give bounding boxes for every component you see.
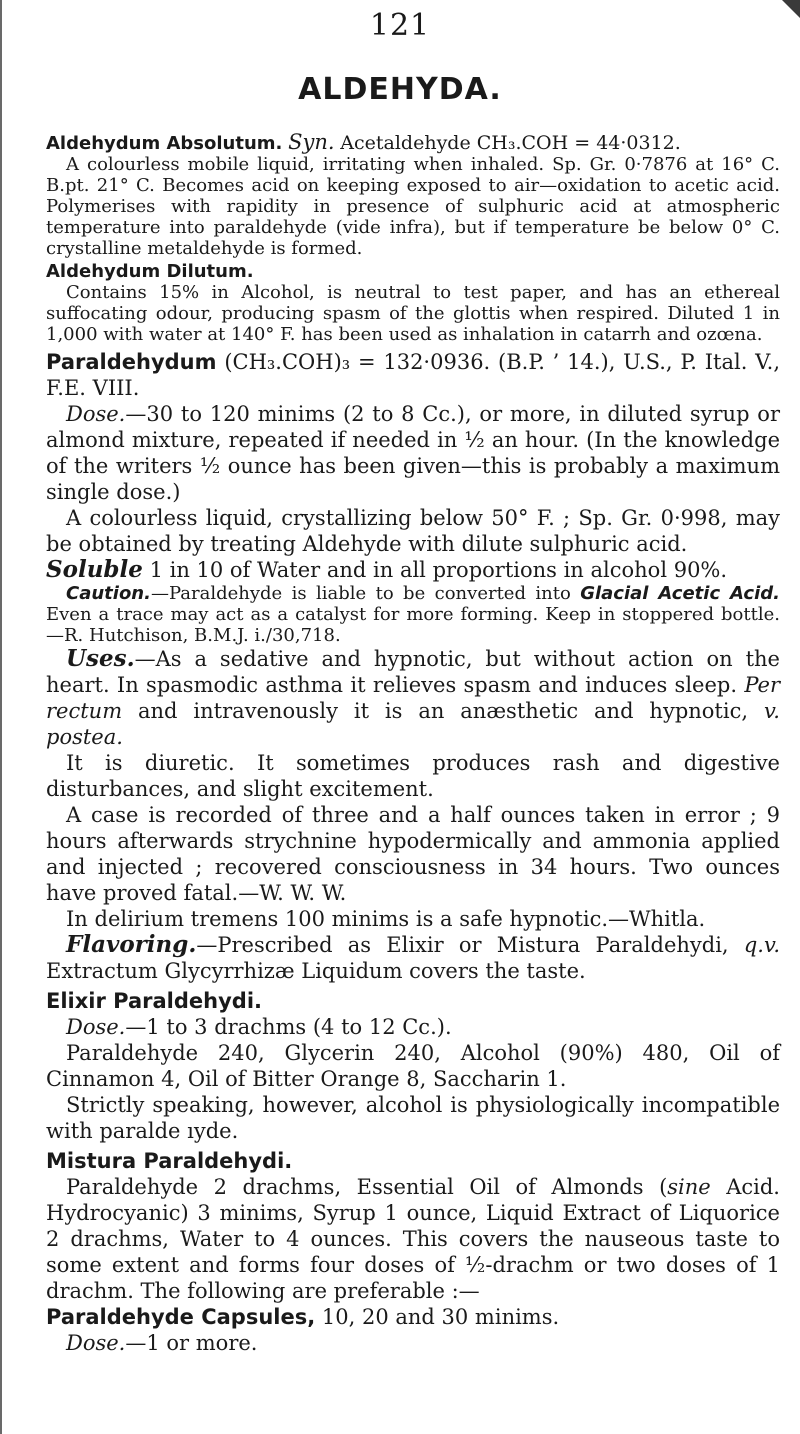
paraldehydum-pharmacopoeias: (B.P. ’ 14.), U.S., P. Ital. V., F.E. VIII. bbox=[46, 350, 780, 400]
elixir-dose bbox=[46, 1014, 780, 1040]
paraldehydum-delirium: In delirium tremens 100 minims is a safe hypnotic.—Whitla. bbox=[66, 907, 706, 931]
page-binding-edge bbox=[0, 0, 7, 1434]
mistura-heading: Mistura Paraldehydi. bbox=[46, 1149, 293, 1173]
paraldehydum-soluble bbox=[46, 557, 780, 583]
flavoring-qv: q.v. bbox=[743, 933, 780, 957]
paraldehydum-diuretic: It is diuretic. It sometimes produces rash and digestive disturbances, and slight excitement. bbox=[46, 751, 780, 801]
section-paraldehydum bbox=[46, 349, 780, 583]
elixir-dose-label: Dose. bbox=[66, 1015, 126, 1039]
caution-rest: Even a trace may act as a catalyst for more forming. Keep in stoppered bottle.—R. Hutchison, B.M.J. i./30,718. bbox=[46, 604, 780, 646]
paraldehydum-soluble-text: 1 in 10 of Water and in all proportions in alcohol 90%. bbox=[149, 558, 728, 582]
caution-text: —Paraldehyde is liable to be converted into bbox=[150, 583, 571, 604]
absolutum-body: A colourless mobile liquid, irritating when inhaled. Sp. Gr. 0·7876 at 16° C. B.pt. 21° C. Becomes acid on keeping exposed to air—oxidation to acetic acid. Polymerises with rapidity in presence of sulphuric acid at atmospheric temperature into paraldehyde (vide infra), but if temperature be below 0° C. crystalline metaldehyde is formed. bbox=[46, 154, 780, 259]
flavoring-text-2: Extractum Glycyrrhizæ Liquidum covers the taste. bbox=[46, 959, 586, 983]
paraldehydum-flavoring bbox=[46, 932, 780, 984]
elixir-note: Strictly speaking, however, alcohol is physiologically incompatible with paralde ıyde. bbox=[46, 1093, 780, 1143]
paraldehydum-uses bbox=[46, 646, 780, 750]
section-aldehydum-absolutum bbox=[46, 132, 780, 259]
uses-text-1: —As a sedative and hypnotic, but without action on the heart. In spasmodic asthma it relieves spasm and induces sleep. bbox=[46, 647, 780, 697]
page-content bbox=[46, 132, 780, 1356]
absolutum-heading-line bbox=[46, 132, 780, 154]
mistura-text-2: Acid. Hydrocyanic) 3 minims, Syrup 1 ounce, Liquid Extract of Liquorice 2 drachms, Water to 4 ounces. This covers the nauseous taste to some extent and forms four doses of ½-drachm or two doses of 1 drachm. The following are preferable :— bbox=[46, 1175, 780, 1303]
section-paraldehyde-capsules bbox=[46, 1304, 780, 1356]
elixir-dose-text: —1 to 3 drachms (4 to 12 Cc.). bbox=[125, 1015, 452, 1039]
paraldehydum-dose-text: —30 to 120 minims (2 to 8 Cc.), or more, in diluted syrup or almond mixture, repeated if needed in ½ an hour. (In the knowledge of the writers ½ ounce has been given—this is probably a maximum single dose.) bbox=[46, 402, 780, 504]
uses-label: Uses. bbox=[66, 645, 135, 672]
absolutum-heading: Aldehydum Absolutum. bbox=[46, 133, 283, 154]
uses-per-rectum: Per rectum bbox=[46, 673, 780, 723]
elixir-heading: Elixir Paraldehydi. bbox=[46, 989, 262, 1013]
paraldehydum-heading: Paraldehydum bbox=[46, 350, 217, 374]
paraldehydum-dose bbox=[46, 401, 780, 505]
uses-text-2: and intravenously it is an anæsthetic and hypnotic, bbox=[138, 699, 749, 723]
page-title: ALDEHYDA. bbox=[298, 72, 502, 107]
capsules-heading: Paraldehyde Capsules, bbox=[46, 1305, 316, 1329]
caution-label: Caution. bbox=[66, 583, 151, 604]
paraldehydum-soluble-label: Soluble bbox=[46, 556, 143, 583]
capsules-dose-text: —1 or more. bbox=[125, 1331, 258, 1355]
paraldehydum-uses-block bbox=[46, 646, 780, 984]
uses-postea: v. postea. bbox=[46, 699, 780, 749]
page-number: 121 bbox=[369, 8, 431, 43]
paraldehydum-heading-line bbox=[46, 349, 780, 401]
dilutum-body: Contains 15% in Alcohol, is neutral to test paper, and has an ethereal suffocating odour, producing spasm of the glottis when respired. Diluted 1 in 1,000 with water at 140° F. has been used as inhalation in catarrh and ozœna. bbox=[46, 282, 780, 345]
absolutum-syn-label: Syn. bbox=[288, 130, 335, 154]
section-aldehydum-dilutum bbox=[46, 261, 780, 345]
paraldehydum-case: A case is recorded of three and a half ounces taken in error ; 9 hours afterwards strychnine hypodermically and ammonia applied and injected ; recovered consciousness in 34 hours. Two ounces have proved fatal.—W. W. W. bbox=[46, 803, 780, 905]
paraldehydum-dose-label: Dose. bbox=[66, 402, 126, 426]
mistura-body bbox=[46, 1174, 780, 1304]
flavoring-text-1: —Prescribed as Elixir or Mistura Paraldehydi, bbox=[196, 933, 729, 957]
paraldehydum-caution bbox=[46, 583, 780, 646]
flavoring-label: Flavoring. bbox=[66, 931, 197, 958]
mistura-sine: sine bbox=[667, 1175, 711, 1199]
capsules-dose bbox=[46, 1330, 780, 1356]
caution-acid: Glacial Acetic Acid. bbox=[580, 583, 780, 604]
section-mistura-paraldehydi bbox=[46, 1148, 780, 1304]
elixir-formula: Paraldehyde 240, Glycerin 240, Alcohol (90%) 480, Oil of Cinnamon 4, Oil of Bitter Orange 8, Saccharin 1. bbox=[46, 1041, 780, 1091]
capsules-text: 10, 20 and 30 minims. bbox=[321, 1305, 560, 1329]
paraldehydum-formula: (CH₃.COH)₃ = 132·0936. bbox=[224, 350, 491, 374]
dilutum-heading: Aldehydum Dilutum. bbox=[46, 261, 254, 282]
absolutum-syn-text: Acetaldehyde CH₃.COH = 44·0312. bbox=[340, 132, 681, 154]
paraldehydum-description: A colourless liquid, crystallizing below 50° F. ; Sp. Gr. 0·998, may be obtained by treating Aldehyde with dilute sulphuric acid. bbox=[46, 506, 780, 556]
mistura-text-1: Paraldehyde 2 drachms, Essential Oil of Almonds ( bbox=[66, 1175, 668, 1199]
section-elixir-paraldehydi bbox=[46, 988, 780, 1144]
capsules-dose-label: Dose. bbox=[66, 1331, 126, 1355]
capsules-line bbox=[46, 1304, 780, 1330]
